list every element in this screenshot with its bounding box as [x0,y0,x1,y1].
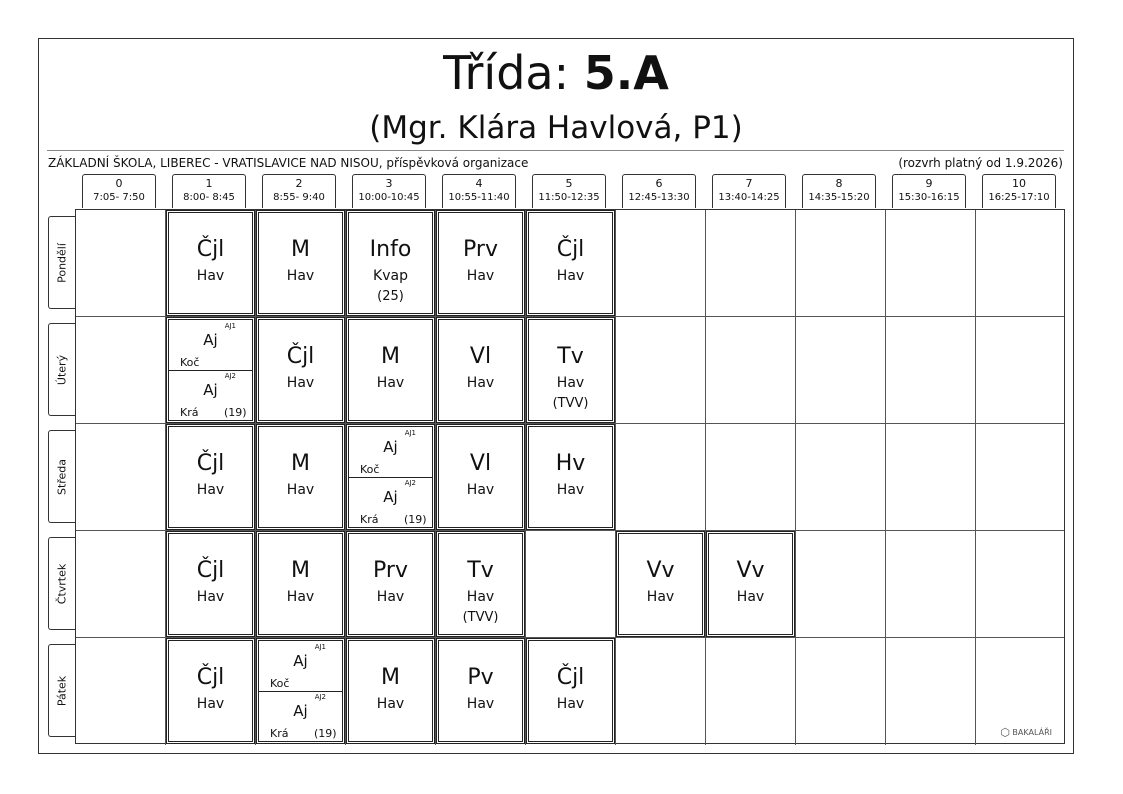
period-number: 10 [1012,177,1026,190]
lesson-teacher: Hav [286,589,315,605]
period-number: 8 [835,177,843,190]
day-tab [48,323,75,416]
grid-row-line [76,316,1064,317]
lesson-subject: Prv [373,558,408,583]
lesson-subject: Vv [736,558,765,583]
period-number: 0 [115,177,123,190]
lesson-subject: Hv [555,451,586,476]
lesson-cell [528,426,613,528]
lesson-subject: Info [369,237,412,262]
class-name: 5.A [583,46,669,100]
lesson-subject: Aj [293,702,308,720]
lesson-subject: M [291,237,310,262]
schedule-validity: (rozvrh platný od 1.9.2026) [898,156,1063,170]
lesson-teacher: Hav [196,482,225,498]
lesson-teacher: Hav [646,589,675,605]
group-name: AJ1 [224,322,236,330]
lesson-subject: Aj [203,331,218,349]
lesson-cell [438,319,523,421]
lesson-cell [528,640,613,742]
lesson-teacher: Hav [736,589,765,605]
lesson-teacher: Hav [466,482,495,498]
grid-row-line [76,423,1064,424]
period-header-2 [262,174,336,208]
grid-column-line [345,210,346,745]
period-header-6 [622,174,696,208]
lesson-teacher: Koč [270,677,290,690]
lesson-teacher: Kvap [373,268,408,284]
period-number: 7 [745,177,753,190]
bakalari-logo: ⬡ BAKALÁŘI [1000,726,1052,739]
lesson-subject: M [381,665,400,690]
lesson-subject: Čjl [196,237,225,262]
period-time: 16:25-17:10 [988,192,1050,203]
lesson-room: (TVV) [462,610,499,625]
period-time: 12:45-13:30 [628,192,690,203]
period-time: 13:40-14:25 [718,192,780,203]
grid-row-line [76,530,1064,531]
group-lesson [259,691,342,741]
lesson-cell [258,212,343,314]
lesson-subject: Aj [383,488,398,506]
period-header-10 [982,174,1056,208]
lesson-cell [348,533,433,635]
lesson-cell [438,426,523,528]
period-number: 4 [475,177,483,190]
lesson-teacher: Koč [360,463,380,476]
day-label: Pátek [55,675,69,706]
lesson-teacher: Hav [376,589,405,605]
lesson-subject: Tv [557,344,584,369]
timetable-grid [75,209,1065,744]
lesson-teacher: Hav [196,268,225,284]
split-lesson-cell [168,319,253,421]
period-time: 8:00- 8:45 [183,192,235,203]
lesson-subject: Vl [469,451,492,476]
group-lesson [349,427,432,478]
period-number: 6 [655,177,663,190]
grid-column-line [255,210,256,745]
lesson-subject: Čjl [196,665,225,690]
lesson-cell [528,212,613,314]
lesson-teacher: Hav [466,375,495,391]
lesson-teacher: Hav [286,268,315,284]
group-lesson [169,320,252,371]
lesson-subject: Vv [646,558,675,583]
period-header-3 [352,174,426,208]
lesson-room: (19) [314,727,337,740]
lesson-teacher: Krá [360,513,379,526]
group-lesson [259,641,342,692]
lesson-cell [348,319,433,421]
lesson-subject: Aj [203,381,218,399]
class-teacher: (Mgr. Klára Havlová, P1) [369,110,743,146]
lesson-subject: Vl [469,344,492,369]
lesson-cell [348,212,433,314]
lesson-subject: Aj [293,652,308,670]
lesson-room: (25) [377,289,404,304]
lesson-cell [438,640,523,742]
lesson-teacher: Hav [466,696,495,712]
lesson-teacher: Koč [180,356,200,369]
day-label: Pondělí [55,242,69,283]
lesson-teacher: Hav [556,482,585,498]
grid-column-line [165,210,166,745]
lesson-subject: M [291,558,310,583]
period-time: 14:35-15:20 [808,192,870,203]
lesson-cell [348,640,433,742]
lesson-cell [438,212,523,314]
group-lesson [169,370,252,420]
bakalari-logo-icon: ⬡ [1000,726,1010,739]
period-header-7 [712,174,786,208]
period-header-9 [892,174,966,208]
school-name: ZÁKLADNÍ ŠKOLA, LIBEREC - VRATISLAVICE NAD NISOU, příspěvková organizace [48,156,529,170]
lesson-subject: Tv [467,558,494,583]
lesson-subject: Čjl [556,237,585,262]
period-time: 11:50-12:35 [538,192,600,203]
lesson-cell [258,533,343,635]
period-number: 1 [205,177,213,190]
day-label: Úterý [55,354,69,385]
lesson-cell [438,533,523,635]
lesson-cell [618,533,703,635]
lesson-subject: Čjl [286,344,315,369]
lesson-room: (19) [404,513,427,526]
lesson-teacher: Krá [270,727,289,740]
grid-row-line [76,637,1064,638]
period-time: 15:30-16:15 [898,192,960,203]
lesson-subject: Prv [463,237,498,262]
period-header-8 [802,174,876,208]
grid-column-line [705,210,706,745]
lesson-teacher: Hav [376,375,405,391]
lesson-cell [258,319,343,421]
lesson-subject: Čjl [196,558,225,583]
lesson-subject: Pv [467,665,494,690]
lesson-cell [528,319,613,421]
grid-column-line [435,210,436,745]
lesson-subject: M [381,344,400,369]
lesson-cell [708,533,793,635]
period-number: 2 [295,177,303,190]
period-header-0 [82,174,156,208]
group-name: AJ2 [404,479,416,487]
grid-column-line [525,210,526,745]
day-label: Středa [55,458,69,495]
day-tab [48,216,75,309]
lesson-cell [168,212,253,314]
lesson-subject: Čjl [556,665,585,690]
lesson-room: (TVV) [552,396,589,411]
lesson-teacher: Hav [466,268,495,284]
day-tab [48,644,75,737]
lesson-teacher: Hav [196,696,225,712]
group-lesson [349,477,432,527]
group-name: AJ2 [224,372,236,380]
grid-column-line [885,210,886,745]
lesson-cell [258,426,343,528]
period-time: 10:55-11:40 [448,192,510,203]
lesson-subject: Aj [383,438,398,456]
grid-column-line [975,210,976,745]
header-divider [47,150,1064,151]
lesson-teacher: Hav [556,268,585,284]
lesson-teacher: Hav [286,375,315,391]
period-time: 10:00-10:45 [358,192,420,203]
period-time: 7:05- 7:50 [93,192,145,203]
lesson-cell [168,426,253,528]
day-tab [48,537,75,630]
period-number: 5 [565,177,573,190]
lesson-teacher: Hav [556,696,585,712]
page-title: Třída: 5.A [443,46,669,100]
lesson-subject: Čjl [196,451,225,476]
lesson-teacher: Krá [180,406,199,419]
lesson-teacher: Hav [286,482,315,498]
group-name: AJ1 [314,643,326,651]
lesson-room: (19) [224,406,247,419]
period-number: 3 [385,177,393,190]
grid-column-line [795,210,796,745]
day-tab [48,430,75,523]
period-header-5 [532,174,606,208]
period-time: 8:55- 9:40 [273,192,325,203]
period-header-4 [442,174,516,208]
lesson-teacher: Hav [376,696,405,712]
group-name: AJ1 [404,429,416,437]
lesson-subject: M [291,451,310,476]
group-name: AJ2 [314,693,326,701]
grid-column-line [615,210,616,745]
lesson-cell [168,533,253,635]
lesson-teacher: Hav [196,589,225,605]
lesson-teacher: Hav [556,375,585,391]
split-lesson-cell [348,426,433,528]
period-header-1 [172,174,246,208]
split-lesson-cell [258,640,343,742]
lesson-teacher: Hav [466,589,495,605]
lesson-cell [168,640,253,742]
period-number: 9 [925,177,933,190]
day-label: Čtvrtek [55,563,69,604]
